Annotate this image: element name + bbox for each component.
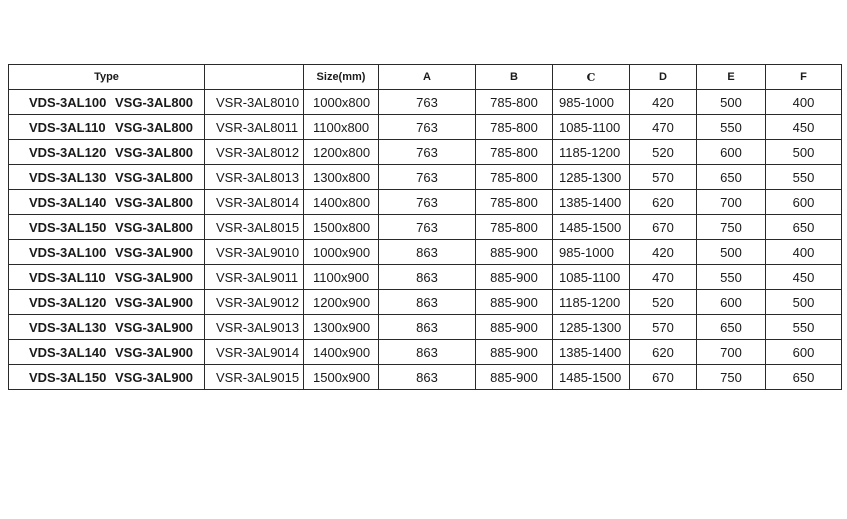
vsg-model: VSG-3AL800 <box>115 94 194 110</box>
vsr-model: VSR-3AL9012 <box>205 290 304 315</box>
b-cell: 885-900 <box>476 265 553 290</box>
a-cell: 863 <box>379 315 476 340</box>
vsr-model: VSR-3AL9015 <box>205 365 304 390</box>
table-row <box>9 240 842 265</box>
vsg-model: VSG-3AL900 <box>115 344 194 360</box>
type-cell <box>9 190 205 215</box>
vsr-model: VSR-3AL9011 <box>205 265 304 290</box>
c-cell: 1485-1500 <box>553 365 630 390</box>
vsg-model: VSG-3AL900 <box>115 244 194 260</box>
vsr-model: VSR-3AL9013 <box>205 315 304 340</box>
vds-model: VDS-3AL110 <box>29 269 106 285</box>
type-cell <box>9 365 205 390</box>
vsr-model: VSR-3AL8011 <box>205 115 304 140</box>
e-cell: 750 <box>697 215 766 240</box>
type-cell <box>9 115 205 140</box>
vsg-model: VSG-3AL900 <box>115 369 194 385</box>
header-type: Type <box>9 65 205 90</box>
type-cell <box>9 215 205 240</box>
b-cell: 785-800 <box>476 140 553 165</box>
a-cell: 763 <box>379 90 476 115</box>
type-cell <box>9 290 205 315</box>
b-cell: 785-800 <box>476 190 553 215</box>
d-cell: 520 <box>630 290 697 315</box>
size-cell: 1300x800 <box>304 165 379 190</box>
vds-model: VDS-3AL130 <box>29 319 107 335</box>
size-cell: 1500x900 <box>304 365 379 390</box>
vsr-model: VSR-3AL9010 <box>205 240 304 265</box>
table-row <box>9 115 842 140</box>
f-cell: 600 <box>766 190 842 215</box>
b-cell: 785-800 <box>476 90 553 115</box>
a-cell: 763 <box>379 190 476 215</box>
d-cell: 470 <box>630 265 697 290</box>
b-cell: 785-800 <box>476 215 553 240</box>
table-body <box>9 65 842 390</box>
e-cell: 600 <box>697 140 766 165</box>
type-cell <box>9 165 205 190</box>
vsr-model: VSR-3AL8012 <box>205 140 304 165</box>
d-cell: 620 <box>630 190 697 215</box>
vsr-model: VSR-3AL9014 <box>205 340 304 365</box>
e-cell: 500 <box>697 90 766 115</box>
a-cell: 863 <box>379 240 476 265</box>
size-cell: 1300x900 <box>304 315 379 340</box>
c-cell: 1085-1100 <box>553 265 630 290</box>
e-cell: 550 <box>697 115 766 140</box>
f-cell: 450 <box>766 265 842 290</box>
vds-model: VDS-3AL150 <box>29 219 107 235</box>
vsr-model: VSR-3AL8010 <box>205 90 304 115</box>
c-cell: 1085-1100 <box>553 115 630 140</box>
vsg-model: VSG-3AL800 <box>115 219 194 235</box>
e-cell: 650 <box>697 315 766 340</box>
header-c: C <box>553 65 630 90</box>
type-cell <box>9 240 205 265</box>
c-cell: 1285-1300 <box>553 315 630 340</box>
vsr-model: VSR-3AL8014 <box>205 190 304 215</box>
e-cell: 650 <box>697 165 766 190</box>
d-cell: 620 <box>630 340 697 365</box>
b-cell: 785-800 <box>476 165 553 190</box>
size-cell: 1000x800 <box>304 90 379 115</box>
vsr-model: VSR-3AL8013 <box>205 165 304 190</box>
f-cell: 450 <box>766 115 842 140</box>
f-cell: 500 <box>766 140 842 165</box>
d-cell: 670 <box>630 215 697 240</box>
d-cell: 470 <box>630 115 697 140</box>
e-cell: 550 <box>697 265 766 290</box>
c-cell: 1185-1200 <box>553 290 630 315</box>
table-row <box>9 165 842 190</box>
header-row <box>9 65 842 90</box>
a-cell: 763 <box>379 215 476 240</box>
f-cell: 500 <box>766 290 842 315</box>
b-cell: 885-900 <box>476 340 553 365</box>
vds-model: VDS-3AL120 <box>29 294 107 310</box>
vds-model: VDS-3AL110 <box>29 119 106 135</box>
f-cell: 600 <box>766 340 842 365</box>
e-cell: 700 <box>697 190 766 215</box>
a-cell: 763 <box>379 140 476 165</box>
header-f: F <box>766 65 842 90</box>
e-cell: 700 <box>697 340 766 365</box>
table-row <box>9 215 842 240</box>
a-cell: 863 <box>379 290 476 315</box>
table-row <box>9 340 842 365</box>
f-cell: 650 <box>766 215 842 240</box>
d-cell: 570 <box>630 315 697 340</box>
table-row <box>9 290 842 315</box>
vsg-model: VSG-3AL800 <box>115 144 194 160</box>
header-e: E <box>697 65 766 90</box>
a-cell: 863 <box>379 365 476 390</box>
size-cell: 1400x900 <box>304 340 379 365</box>
d-cell: 420 <box>630 90 697 115</box>
vsg-model: VSG-3AL800 <box>115 119 194 135</box>
header-b: B <box>476 65 553 90</box>
c-cell: 985-1000 <box>553 90 630 115</box>
type-cell <box>9 340 205 365</box>
d-cell: 570 <box>630 165 697 190</box>
table-row <box>9 365 842 390</box>
size-cell: 1400x800 <box>304 190 379 215</box>
size-cell: 1100x900 <box>304 265 379 290</box>
c-cell: 985-1000 <box>553 240 630 265</box>
header-a: A <box>379 65 476 90</box>
e-cell: 600 <box>697 290 766 315</box>
c-cell: 1485-1500 <box>553 215 630 240</box>
type-cell <box>9 140 205 165</box>
vds-model: VDS-3AL100 <box>29 94 107 110</box>
size-cell: 1100x800 <box>304 115 379 140</box>
vsr-model: VSR-3AL8015 <box>205 215 304 240</box>
type-cell <box>9 90 205 115</box>
size-cell: 1200x900 <box>304 290 379 315</box>
f-cell: 400 <box>766 240 842 265</box>
vsg-model: VSG-3AL900 <box>115 294 194 310</box>
vds-model: VDS-3AL150 <box>29 369 107 385</box>
type-cell <box>9 265 205 290</box>
table-row <box>9 315 842 340</box>
b-cell: 885-900 <box>476 290 553 315</box>
table-row <box>9 90 842 115</box>
vsg-model: VSG-3AL800 <box>115 169 194 185</box>
vsg-model: VSG-3AL800 <box>115 194 194 210</box>
vds-model: VDS-3AL140 <box>29 344 107 360</box>
table-row <box>9 140 842 165</box>
table-row <box>9 265 842 290</box>
vsg-model: VSG-3AL900 <box>115 269 194 285</box>
spec-table <box>8 64 842 390</box>
c-cell: 1185-1200 <box>553 140 630 165</box>
a-cell: 863 <box>379 265 476 290</box>
e-cell: 750 <box>697 365 766 390</box>
size-cell: 1500x800 <box>304 215 379 240</box>
a-cell: 763 <box>379 165 476 190</box>
e-cell: 500 <box>697 240 766 265</box>
d-cell: 420 <box>630 240 697 265</box>
f-cell: 400 <box>766 90 842 115</box>
type-cell <box>9 315 205 340</box>
d-cell: 670 <box>630 365 697 390</box>
table-row <box>9 190 842 215</box>
f-cell: 550 <box>766 315 842 340</box>
b-cell: 885-900 <box>476 315 553 340</box>
vds-model: VDS-3AL140 <box>29 194 107 210</box>
header-d: D <box>630 65 697 90</box>
header-size: Size(mm) <box>304 65 379 90</box>
vds-model: VDS-3AL100 <box>29 244 107 260</box>
a-cell: 763 <box>379 115 476 140</box>
c-cell: 1385-1400 <box>553 190 630 215</box>
b-cell: 785-800 <box>476 115 553 140</box>
vds-model: VDS-3AL130 <box>29 169 107 185</box>
c-cell: 1385-1400 <box>553 340 630 365</box>
vds-model: VDS-3AL120 <box>29 144 107 160</box>
size-cell: 1200x800 <box>304 140 379 165</box>
d-cell: 520 <box>630 140 697 165</box>
b-cell: 885-900 <box>476 365 553 390</box>
b-cell: 885-900 <box>476 240 553 265</box>
size-cell: 1000x900 <box>304 240 379 265</box>
c-cell: 1285-1300 <box>553 165 630 190</box>
header-vsr <box>205 65 304 90</box>
f-cell: 650 <box>766 365 842 390</box>
a-cell: 863 <box>379 340 476 365</box>
vsg-model: VSG-3AL900 <box>115 319 194 335</box>
f-cell: 550 <box>766 165 842 190</box>
